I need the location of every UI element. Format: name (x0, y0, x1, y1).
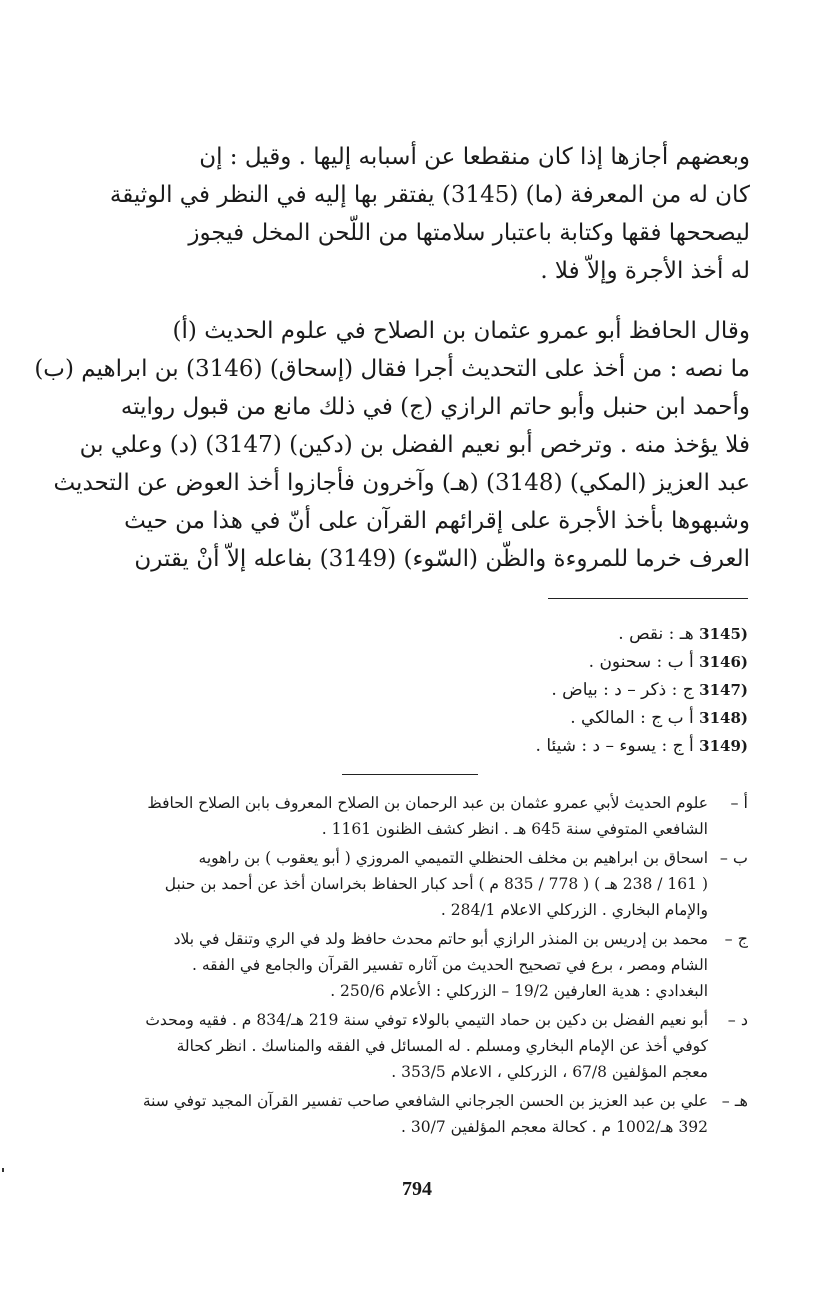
variant-text: هـ : نقص . (618, 624, 694, 644)
footnote-line: البغدادي : هدية العارفين 19/2 – الزركلي : الأعلام 250/6 . (330, 982, 708, 1000)
footnote-line: معجم المؤلفين 67/8 ، الزركلي ، الاعلام 353/5 . (391, 1063, 708, 1081)
variant-note (300, 620, 748, 648)
text-line: كان له من المعرفة (ما) (3145) يفتقر بها إليه في النظر في الوثيقة (109, 182, 750, 208)
footnote-line: ( 161 / 238 هـ ) ( 778 / 835 م ) أحد كبار الحفاظ بخراسان أخذ عن أحمد بن حنبل (164, 875, 708, 893)
footnote-line: 392 هـ/1002 م . كحالة معجم المؤلفين 30/7 . (401, 1118, 708, 1136)
footnote (78, 1007, 748, 1085)
footnote (78, 845, 748, 923)
variant-number: 3147) (699, 681, 748, 699)
body-paragraph-1 (70, 138, 750, 290)
footnote (78, 926, 748, 1004)
text-line: له أخذ الأجرة وإلاّ فلا . (540, 258, 750, 284)
text-line: ما نصه : من أخذ على التحديث أجرا فقال (إسحاق) (3146) بن ابراهيم (ب) (34, 356, 750, 382)
text-line: وأحمد ابن حنبل وأبو حاتم الرازي (ج) في ذلك مانع من قبول روايته (120, 394, 750, 420)
text-line: فلا يؤخذ منه . وترخص أبو نعيم الفضل بن (دكين) (3147) (د) وعلي بن (79, 432, 750, 458)
text-line: عبد العزيز (المكي) (3148) (هـ) وآخرون فأجازوا أخذ العوض عن التحديث (53, 470, 750, 496)
footnote (78, 790, 748, 842)
variant-note (300, 704, 748, 732)
footnote-marker: د – (727, 1010, 748, 1029)
text-line: وبعضهم أجازها إذا كان منقطعا عن أسبابه إليها . وقيل : إن (199, 144, 750, 170)
variant-text: أ ب ج : المالكي . (570, 708, 694, 728)
footnote-line: الشام ومصر ، برع في تصحيح الحديث من آثاره تفسير القرآن والجامع في الفقه . (192, 956, 708, 974)
footnote-line: الشافعي المتوفي سنة 645 هـ . انظر كشف الظنون 1161 . (321, 820, 708, 838)
variant-note (300, 648, 748, 676)
footnote-line: كوفي أخذ عن الإمام البخاري ومسلم . له المسائل في الفقه والمناسك . انظر كحالة (176, 1037, 708, 1055)
notes-divider (342, 774, 478, 775)
biographical-footnotes (78, 790, 748, 1143)
footnote-line: علوم الحديث لأبي عمرو عثمان بن عبد الرحمان بن الصلاح المعروف بابن الصلاح الحافظ (147, 794, 708, 812)
variant-number: 3148) (699, 709, 748, 727)
text-line: العرف خرما للمروءة والظّن (السّوء) (3149) بفاعله إلاّ أنْ يقترن (134, 546, 750, 572)
footnote-divider (548, 598, 748, 599)
variant-note (300, 732, 748, 760)
variant-text: أ ب : سحنون . (588, 652, 694, 672)
footnote-marker: أ – (730, 793, 748, 812)
variant-text: ج : ذكر – د : بياض . (551, 680, 694, 700)
footnote-line: محمد بن إدريس بن المنذر الرازي أبو حاتم محدث حافظ ولد في الري وتنقل في بلاد (173, 930, 708, 948)
page-number: 794 (402, 1178, 432, 1200)
footnote-line: والإمام البخاري . الزركلي الاعلام 284/1 . (440, 901, 708, 919)
footnote (78, 1088, 748, 1140)
footnote-marker: هـ – (721, 1091, 748, 1110)
variant-number: 3149) (699, 737, 748, 755)
scan-edge-mark (2, 1168, 4, 1172)
body-paragraph-2 (34, 312, 750, 578)
footnote-line: أبو نعيم الفضل بن دكين بن حماد التيمي بالولاء توفي سنة 219 هـ/834 م . فقيه ومحدث (145, 1011, 708, 1029)
variant-number: 3145) (699, 625, 748, 643)
variant-note (300, 676, 748, 704)
footnote-marker: ج – (724, 929, 748, 948)
footnote-line: اسحاق بن ابراهيم بن مخلف الحنظلي التميمي المروزي ( أبو يعقوب ) بن راهويه (198, 849, 708, 867)
variant-text: أ ج : يسوء – د : شيئا . (535, 736, 694, 756)
variant-notes (300, 620, 748, 760)
text-line: وشبهوها بأخذ الأجرة على إقرائهم القرآن على أنّ في هذا من حيث (124, 508, 750, 534)
variant-number: 3146) (699, 653, 748, 671)
text-line: ليصححها فقها وكتابة باعتبار سلامتها من اللّحن المخل فيجوز (188, 220, 750, 246)
footnote-line: علي بن عبد العزيز بن الحسن الجرجاني الشافعي صاحب تفسير القرآن المجيد توفي سنة (142, 1092, 708, 1110)
text-line: وقال الحافظ أبو عمرو عثمان بن الصلاح في علوم الحديث (أ) (172, 318, 750, 344)
footnote-marker: ب – (719, 848, 748, 867)
